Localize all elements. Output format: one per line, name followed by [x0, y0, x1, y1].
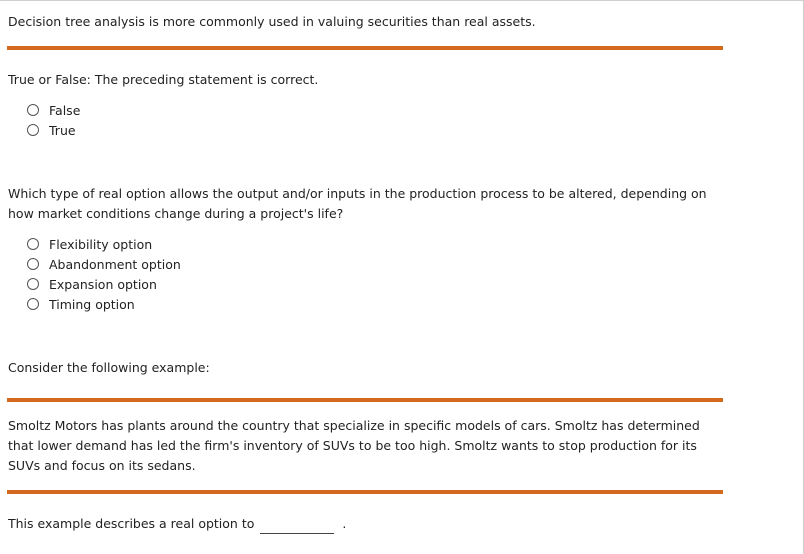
- top-border: [0, 0, 804, 1]
- divider-rule: [7, 490, 723, 494]
- option-label: False: [49, 102, 81, 118]
- q3-fill-prompt: This example describes a real option to: [8, 516, 255, 531]
- q3-example: Smoltz Motors has plants around the country that specialize in specific models of cars. Smoltz has determined that lower demand has led the firm's inventory of SUVs to be too high. Smoltz wants to stop production for its SUVs and focus on its sedans.: [8, 418, 700, 473]
- q2-option-expansion[interactable]: [27, 274, 157, 294]
- q3-intro: Consider the following example:: [8, 360, 210, 375]
- option-label: Abandonment option: [49, 256, 181, 272]
- q2-option-timing[interactable]: [27, 294, 135, 314]
- option-label: True: [49, 122, 76, 138]
- q1-option-false[interactable]: [27, 100, 80, 120]
- answer-dropdown-blank[interactable]: [260, 519, 334, 534]
- radio-button[interactable]: [27, 238, 39, 250]
- q3-fill-line: [8, 514, 346, 534]
- q1-option-true[interactable]: [27, 120, 76, 140]
- q2-option-flexibility[interactable]: [27, 234, 152, 254]
- q1-statement: Decision tree analysis is more commonly used in valuing securities than real assets.: [8, 14, 536, 29]
- q1-prompt: True or False: The preceding statement is correct.: [8, 72, 319, 87]
- radio-button[interactable]: [27, 124, 39, 136]
- radio-button[interactable]: [27, 298, 39, 310]
- radio-button[interactable]: [27, 258, 39, 270]
- option-label: Timing option: [49, 296, 135, 312]
- divider-rule: [7, 398, 723, 402]
- option-label: Expansion option: [49, 276, 157, 292]
- divider-rule: [7, 46, 723, 50]
- radio-button[interactable]: [27, 278, 39, 290]
- q3-fill-end: .: [342, 516, 347, 531]
- radio-button[interactable]: [27, 104, 39, 116]
- q2-option-abandonment[interactable]: [27, 254, 181, 274]
- option-label: Flexibility option: [49, 236, 153, 252]
- q2-prompt: Which type of real option allows the output and/or inputs in the production process to be altered, depending on how market conditions change during a project's life?: [8, 186, 707, 221]
